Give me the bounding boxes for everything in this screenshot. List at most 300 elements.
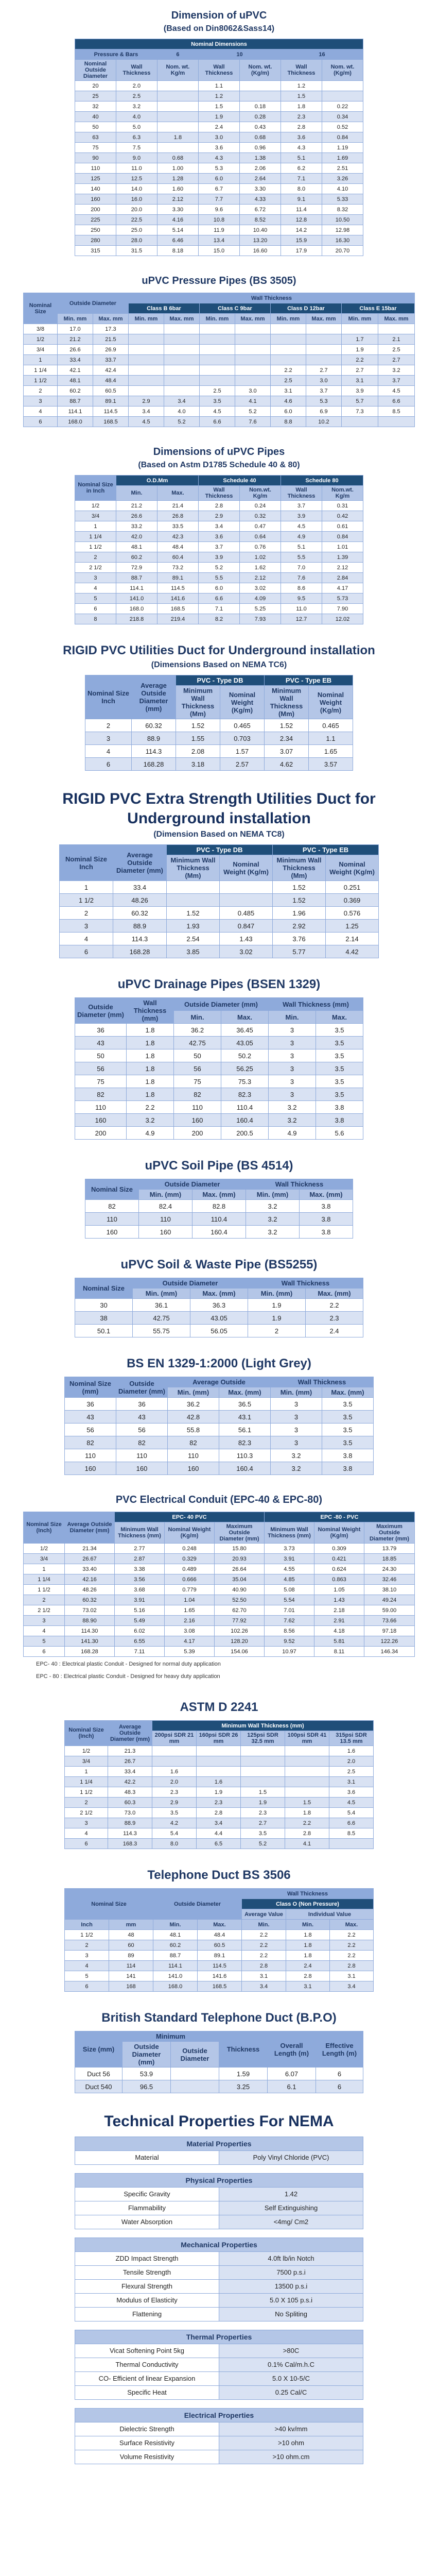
table-cell: 168.28 [64, 1647, 114, 1657]
table-cell: 20 [75, 81, 116, 91]
section-s4 [15, 643, 423, 771]
header-cell: Minimum Wall Thickness (Mm) [167, 855, 220, 881]
header-cell: 6 [157, 49, 198, 60]
table-cell: 1.8 [286, 1951, 330, 1961]
table-cell: 82.3 [219, 1436, 271, 1449]
table-cell [152, 1756, 197, 1767]
header-row [60, 845, 379, 855]
header-cell: Effective Length (m) [316, 2031, 363, 2067]
table-cell: 5 [23, 1636, 64, 1647]
table-cell: 15.80 [214, 1544, 264, 1554]
table-cell [322, 81, 363, 91]
header-cell: Wall Thickness (mm) [269, 998, 363, 1011]
table-cell: 4.0 [164, 406, 199, 417]
section-s6 [15, 977, 423, 1140]
property-value: 0.1% Cal/m.h.C [219, 2358, 363, 2371]
table-cell: 36.2 [173, 1024, 221, 1037]
table-cell: 60.32 [64, 1595, 114, 1605]
header-row [75, 39, 363, 49]
header-cell: Outside Diameter (mm) [122, 2042, 171, 2067]
table-cell [235, 345, 270, 355]
table-cell: 3.1 [286, 1981, 330, 1992]
table-cell: 6.5 [197, 1839, 241, 1849]
table-cell: 6.0 [198, 174, 239, 184]
table-cell: 114.5 [198, 1961, 242, 1971]
table-cell: 8.56 [264, 1626, 314, 1636]
section-title: ASTM D 2241 [180, 1700, 258, 1715]
table-cell [128, 386, 164, 396]
table-cell [285, 1787, 329, 1798]
table-cell: 88.9 [108, 1818, 152, 1828]
header-cell: Wall Thickness [248, 1278, 363, 1289]
property-value: >10 ohm.cm [219, 2450, 363, 2464]
data-table [23, 1512, 415, 1657]
table-row [75, 1127, 363, 1140]
header-cell: PVC - Type DB [167, 845, 273, 855]
header-cell: Class D 12bar [270, 303, 341, 314]
table-cell: 48.1 [57, 376, 93, 386]
table-cell: 110.4 [221, 1101, 268, 1114]
table-cell: 3.08 [164, 1626, 214, 1636]
table-cell: 5.1 [281, 153, 322, 163]
table-cell: 43.05 [221, 1037, 268, 1049]
header-cell: Wall Thickness [116, 60, 157, 81]
table-cell: 2.2 [330, 1930, 374, 1940]
table-cell: 7.1 [281, 174, 322, 184]
table-cell: 50.1 [75, 1325, 133, 1337]
table-cell: 36.45 [221, 1024, 268, 1037]
table-cell: 1 [60, 881, 113, 894]
table-cell: 2.87 [114, 1554, 164, 1564]
header-row [75, 486, 363, 501]
property-name: Vicat Softening Point 5kg [75, 2344, 219, 2358]
header-cell: 10 [198, 49, 281, 60]
section-title: uPVC Pressure Pipes (BS 3505) [142, 275, 296, 286]
property-row [75, 2307, 363, 2321]
table-cell [167, 894, 220, 907]
property-name: Dielectric Strength [75, 2422, 219, 2436]
table-cell: 3.02 [220, 945, 273, 958]
table-cell: 1.19 [322, 143, 363, 153]
table-cell: 3.85 [167, 945, 220, 958]
table-cell: 114.3 [108, 1828, 152, 1839]
table-cell: 25 [75, 91, 116, 101]
property-name: Tensile Strength [75, 2265, 219, 2279]
section-title: uPVC Drainage Pipes (BSEN 1329) [117, 977, 321, 991]
table-cell: 4.4 [197, 1828, 241, 1839]
table-row [75, 174, 363, 184]
table-cell: 2.64 [239, 174, 281, 184]
table-cell: 3.5 [322, 1398, 374, 1411]
table-row [75, 1075, 363, 1088]
table-cell: 40.90 [214, 1585, 264, 1595]
section-title: PVC Electrical Conduit (EPC-40 & EPC-80) [115, 1494, 323, 1505]
table-cell: 3.8 [322, 1449, 374, 1462]
table-cell: 6 [65, 1839, 108, 1849]
spacer-row [75, 2399, 363, 2408]
table-cell: 3 [269, 1088, 316, 1101]
table-cell: 2 [248, 1325, 306, 1337]
table-cell: 6.02 [114, 1626, 164, 1636]
table-cell [270, 355, 306, 365]
table-row [65, 1961, 374, 1971]
property-value: 5.0 X 105 p.s.i [219, 2293, 363, 2307]
table-cell: 8.32 [322, 205, 363, 215]
table-cell: 2 1/2 [65, 1808, 108, 1818]
table-cell [171, 2067, 219, 2080]
table-cell: 168.5 [157, 604, 198, 614]
table-cell: 1.9 [248, 1299, 306, 1312]
section-title: Dimensions of uPVC Pipes [153, 446, 285, 457]
property-value: 4.0ft lb/in Notch [219, 2251, 363, 2265]
table-cell: 11.0 [116, 163, 157, 174]
table-cell [197, 1756, 241, 1767]
table-cell: 160 [168, 1462, 219, 1475]
table-row [75, 511, 363, 521]
table-cell: 2 [75, 552, 116, 563]
table-cell [285, 1746, 329, 1756]
header-cell: Max. (mm) [306, 1289, 363, 1299]
table-cell: 42.75 [173, 1037, 221, 1049]
table-cell: 4 [75, 583, 116, 594]
table-cell: 5 [75, 594, 116, 604]
table-cell: 82 [85, 1200, 139, 1213]
table-cell: 7.7 [198, 194, 239, 205]
table-cell: 8.0 [281, 184, 322, 194]
table-cell: 3.2 [246, 1200, 300, 1213]
table-cell: 1.62 [239, 563, 281, 573]
table-cell: 6 [75, 604, 116, 614]
conduit-note: EPC - 80 : Electrical plastic Conduit - Designed for heavy duty application [36, 1673, 220, 1680]
table-cell [235, 355, 270, 365]
section-title: RIGID PVC Extra Strength Utilities Duct for Underground installation [62, 790, 376, 827]
table-cell [241, 1756, 285, 1767]
table-cell: 1.9 [241, 1798, 285, 1808]
section-s1 [15, 9, 423, 256]
table-cell: 4 [23, 406, 57, 417]
table-cell: 20.0 [116, 205, 157, 215]
table-cell: 26.7 [108, 1756, 152, 1767]
header-cell: Wall Thickness [281, 486, 322, 501]
header-cell: Pressure & Bars [75, 49, 157, 60]
table-cell: 3 [271, 1411, 322, 1423]
table-cell: 7.5 [116, 143, 157, 153]
table-cell: 2.8 [197, 1808, 241, 1818]
table-row [75, 1325, 363, 1337]
table-cell: 36.5 [219, 1398, 271, 1411]
table-cell: 3 [271, 1398, 322, 1411]
table-cell: 6 [65, 1981, 109, 1992]
property-name: Surface Resistivity [75, 2436, 219, 2450]
table-cell: 6.6 [198, 594, 239, 604]
table-cell: 42.3 [157, 532, 198, 542]
table-cell: 3 [23, 1616, 64, 1626]
table-cell: 43.1 [219, 1411, 271, 1423]
table-cell: 1.57 [220, 745, 265, 758]
table-row [23, 365, 414, 376]
table-cell: 3.5 [241, 1828, 285, 1839]
table-cell: 50 [173, 1049, 221, 1062]
table-cell: 7.90 [322, 604, 363, 614]
header-cell: Maximum Outside Diameter (mm) [214, 1522, 264, 1544]
table-cell [270, 345, 306, 355]
header-cell: Max. (mm) [300, 1190, 353, 1200]
table-cell: 2.8 [281, 122, 322, 132]
property-name: Flexural Strength [75, 2279, 219, 2293]
table-row [23, 355, 414, 365]
table-cell: 1.9 [197, 1787, 241, 1798]
table-cell: 8.11 [314, 1647, 364, 1657]
table-cell: 75.3 [221, 1075, 268, 1088]
table-cell: 48.1 [116, 542, 157, 552]
table-cell: 2.92 [273, 920, 326, 933]
table-cell [341, 417, 378, 427]
table-cell [199, 355, 235, 365]
table-cell: 5.49 [114, 1616, 164, 1626]
table-cell: 60.2 [153, 1940, 198, 1951]
table-cell: 3.4 [242, 1981, 286, 1992]
table-cell: 1.05 [314, 1585, 364, 1595]
table-cell: 12.02 [322, 614, 363, 624]
header-cell: Nominal Size [23, 293, 57, 324]
table-cell: 42.75 [133, 1312, 190, 1325]
table-cell: 82.3 [221, 1088, 268, 1101]
table-cell: 0.465 [309, 719, 353, 732]
header-cell: EPC -80 - PVC [264, 1512, 414, 1522]
table-cell: 26.67 [64, 1554, 114, 1564]
table-cell: 141.30 [64, 1636, 114, 1647]
table-cell: 5 [65, 1971, 109, 1981]
table-cell: 1.59 [219, 2067, 268, 2080]
table-cell: 1 [23, 355, 57, 365]
table-cell: 2.8 [242, 1961, 286, 1971]
section-subtitle: (Based on Din8062&Sass14) [163, 24, 275, 33]
table-cell [378, 417, 414, 427]
table-row [75, 583, 363, 594]
table-cell: 50.2 [221, 1049, 268, 1062]
section-title: uPVC Soil Pipe (BS 4514) [145, 1159, 293, 1173]
table-cell: 2.4 [306, 1325, 363, 1337]
table-cell [220, 881, 273, 894]
header-cell: Mechanical Properties [75, 2238, 363, 2251]
table-cell: 7.62 [264, 1616, 314, 1626]
table-cell: 43 [116, 1411, 168, 1423]
table-cell: 12.5 [116, 174, 157, 184]
table-cell: 1.52 [273, 881, 326, 894]
table-row [65, 1818, 374, 1828]
table-cell: 33.4 [108, 1767, 152, 1777]
table-cell: 16.0 [116, 194, 157, 205]
table-cell: 2 1/2 [23, 1605, 64, 1616]
table-row [65, 1828, 374, 1839]
table-cell: 13.20 [239, 235, 281, 246]
property-row [75, 2187, 363, 2201]
table-cell: 1.8 [126, 1049, 173, 1062]
table-cell: 8 [75, 614, 116, 624]
table-cell: 89 [109, 1951, 153, 1961]
table-cell: 200 [173, 1127, 221, 1140]
table-row [75, 112, 363, 122]
table-cell: 21.3 [108, 1746, 152, 1756]
table-row [85, 732, 353, 745]
table-cell: 3.9 [198, 552, 239, 563]
header-cell: Schedule 80 [281, 476, 363, 486]
table-cell: 5.2 [241, 1839, 285, 1849]
table-cell: 2.2 [285, 1818, 329, 1828]
section-subtitle: (Based on Astm D1785 Schedule 40 & 80) [138, 461, 300, 469]
table-cell: 2.77 [114, 1544, 164, 1554]
table-cell: 0.576 [326, 907, 379, 920]
table-cell [157, 91, 198, 101]
table-cell: 3.8 [300, 1200, 353, 1213]
table-cell: 42.1 [57, 365, 93, 376]
table-row [75, 1101, 363, 1114]
header-cell: Max. mm [378, 314, 414, 324]
header-cell: Wall Thickness (mm) [126, 998, 173, 1024]
table-cell: 1.8 [126, 1024, 173, 1037]
table-cell: 53.9 [122, 2067, 171, 2080]
table-cell: 75 [75, 1075, 126, 1088]
table-cell: 114.5 [157, 583, 198, 594]
table-cell [235, 324, 270, 334]
table-cell: 1/2 [75, 501, 116, 511]
table-cell: 1 1/2 [23, 1585, 64, 1595]
table-cell: 2 [60, 907, 113, 920]
header-cell: Outside Diameter (mm) [173, 998, 268, 1011]
table-cell: 2 [23, 1595, 64, 1605]
table-cell: 1.2 [281, 81, 322, 91]
table-cell: 8.5 [329, 1828, 374, 1839]
property-value: No Spliting [219, 2307, 363, 2321]
table-row [65, 1423, 374, 1436]
table-cell: 33.5 [157, 521, 198, 532]
header-cell: Average Outside Diameter (mm) [64, 1512, 114, 1544]
property-value: 0.25 Cal/C [219, 2385, 363, 2399]
table-cell: 4.18 [314, 1626, 364, 1636]
table-cell: 114.1 [57, 406, 93, 417]
header-cell: Wall Thickness [128, 293, 414, 303]
table-cell: 59.00 [364, 1605, 414, 1616]
table-cell: 0.24 [239, 501, 281, 511]
table-cell: 49.24 [364, 1595, 414, 1605]
table-cell: 1.5 [241, 1787, 285, 1798]
table-cell: 1.8 [157, 132, 198, 143]
header-cell: Max. [221, 1011, 268, 1024]
header-cell: PVC - Type DB [176, 675, 265, 686]
header-cell: Nom.wt. Kg/m [239, 486, 281, 501]
table-row [75, 153, 363, 163]
table-cell: 141 [109, 1971, 153, 1981]
header-cell: EPC- 40 PVC [114, 1512, 264, 1522]
table-cell: 3/4 [23, 345, 57, 355]
table-cell: 10.40 [239, 225, 281, 235]
table-cell: 33.4 [113, 881, 167, 894]
header-cell: mm [109, 1920, 153, 1930]
table-cell: 1.01 [322, 542, 363, 552]
section-s2 [15, 275, 423, 427]
table-cell: 7.0 [281, 563, 322, 573]
table-cell: 4.3 [281, 143, 322, 153]
table-cell: 90 [75, 153, 116, 163]
table-cell: 168 [109, 1981, 153, 1992]
table-cell: 48.4 [93, 376, 128, 386]
table-cell: 22.5 [116, 215, 157, 225]
table-cell: 114.30 [64, 1626, 114, 1636]
table-cell: 5.73 [322, 594, 363, 604]
property-row [75, 2265, 363, 2279]
table-row [75, 2080, 363, 2093]
table-cell: 13.4 [198, 235, 239, 246]
table-cell: 50 [75, 122, 116, 132]
table-cell: 3.5 [316, 1037, 363, 1049]
table-cell: 1.8 [286, 1930, 330, 1940]
table-cell: 88.7 [153, 1951, 198, 1961]
header-cell: Min. [286, 1920, 330, 1930]
header-cell: PVC - Type EB [265, 675, 353, 686]
table-cell [285, 1756, 329, 1767]
table-cell: 0.32 [239, 511, 281, 521]
table-cell: 1.00 [157, 163, 198, 174]
header-cell: Min. (mm) [133, 1289, 190, 1299]
table-cell: 6.2 [281, 163, 322, 174]
table-cell: 1.43 [220, 933, 273, 945]
table-cell: 4.33 [239, 194, 281, 205]
table-cell: 1.5 [281, 91, 322, 101]
table-cell: 42.2 [108, 1777, 152, 1787]
table-cell: 43 [75, 1037, 126, 1049]
table-row [75, 604, 363, 614]
table-cell: 1.1 [198, 81, 239, 91]
header-cell: Wall Thickness [198, 60, 239, 81]
header-cell: Max. mm [306, 314, 341, 324]
header-cell: Nom.wt. Kg/m [322, 486, 363, 501]
table-cell: 9.52 [264, 1636, 314, 1647]
table-cell: 48 [109, 1930, 153, 1940]
table-cell [167, 881, 220, 894]
table-cell: 14.0 [116, 184, 157, 194]
table-cell: 1.5 [285, 1798, 329, 1808]
table-cell: 4.5 [378, 386, 414, 396]
table-cell: 56 [116, 1423, 168, 1436]
header-row [65, 1377, 374, 1387]
header-cell: Nominal Size (mm) [65, 1377, 116, 1398]
table-cell: 7.11 [114, 1647, 164, 1657]
table-cell: 1.38 [239, 153, 281, 163]
table-cell: 160 [75, 194, 116, 205]
table-cell: 6 [23, 417, 57, 427]
table-cell: 0.666 [164, 1574, 214, 1585]
property-value: >40 kv/mm [219, 2422, 363, 2436]
header-cell: 315psi SDR 13.5 mm [329, 1731, 374, 1746]
table-cell [270, 324, 306, 334]
header-row [23, 1512, 414, 1522]
table-row [23, 1574, 414, 1585]
table-cell: 17.3 [93, 324, 128, 334]
table-row [23, 396, 414, 406]
table-cell: 3 [271, 1423, 322, 1436]
table-cell: 2 [65, 1798, 108, 1808]
table-cell: 2.8 [286, 1971, 330, 1981]
data-table [64, 1377, 374, 1475]
table-row [23, 406, 414, 417]
header-cell: Outside Diameter [139, 1179, 246, 1190]
property-value: <4mg/ Cm2 [219, 2215, 363, 2229]
table-row [65, 1798, 374, 1808]
table-cell: 3.8 [300, 1213, 353, 1226]
header-cell: Thickness [219, 2031, 268, 2067]
table-cell: 110 [173, 1101, 221, 1114]
table-cell: 4.62 [265, 758, 309, 771]
